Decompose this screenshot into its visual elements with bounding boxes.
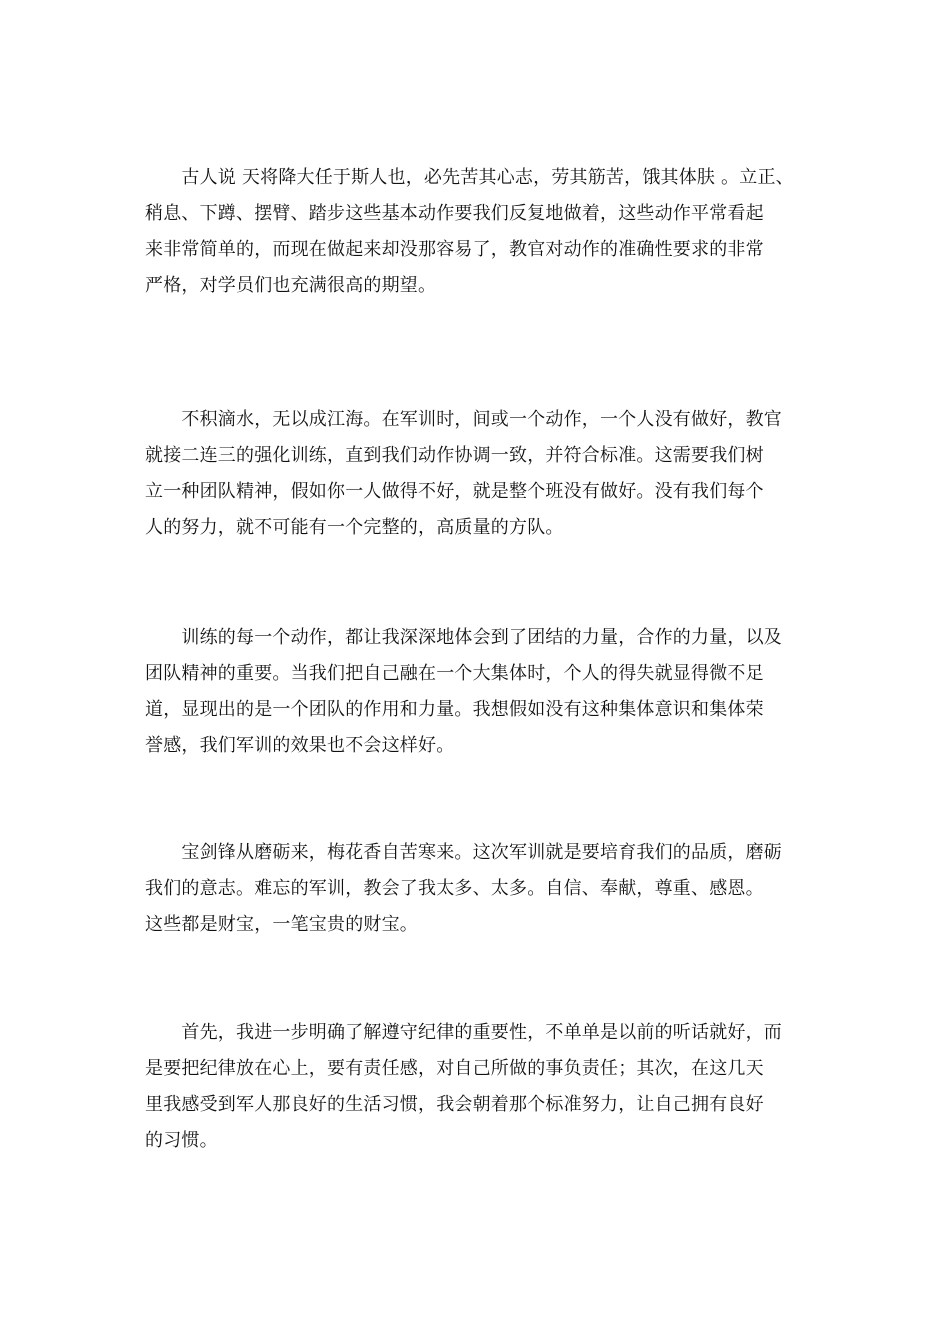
paragraph-line: 立一种团队精神，假如你一人做得不好，就是整个班没有做好。没有我们每个 [145, 481, 764, 502]
paragraph-line: 团队精神的重要。当我们把自己融在一个大集体时，个人的得失就显得微不足 [145, 663, 764, 684]
paragraph-line: 稍息、下蹲、摆臂、踏步这些基本动作要我们反复地做着，这些动作平常看起 [145, 203, 764, 224]
paragraph-line: 我们的意志。难忘的军训，教会了我太多、太多。自信、奉献，尊重、感恩。 [145, 878, 764, 899]
paragraph-2 [145, 402, 835, 546]
paragraph-line: 道，显现出的是一个团队的作用和力量。我想假如没有这种集体意识和集体荣 [145, 699, 764, 720]
paragraph-line: 的习惯。 [145, 1130, 218, 1151]
paragraph-4 [145, 835, 835, 943]
paragraph-line: 人的努力，就不可能有一个完整的，高质量的方队。 [145, 517, 564, 538]
paragraph-line: 誉感，我们军训的效果也不会这样好。 [145, 735, 455, 756]
paragraph-line: 就接二连三的强化训练，直到我们动作协调一致，并符合标准。这需要我们树 [145, 445, 764, 466]
paragraph-line: 这些都是财宝，一笔宝贵的财宝。 [145, 914, 418, 935]
paragraph-line: 宝剑锋从磨砺来，梅花香自苦寒来。这次军训就是要培育我们的品质，磨砺 [145, 842, 782, 863]
paragraph-5 [145, 1015, 835, 1159]
paragraph-line: 不积滴水，无以成江海。在军训时，间或一个动作，一个人没有做好，教官 [145, 409, 782, 430]
paragraph-1 [145, 160, 835, 304]
paragraph-line: 首先，我进一步明确了解遵守纪律的重要性，不单单是以前的听话就好，而 [145, 1022, 782, 1043]
paragraph-line: 来非常简单的，而现在做起来却没那容易了，教官对动作的准确性要求的非常 [145, 239, 764, 260]
paragraph-line: 训练的每一个动作，都让我深深地体会到了团结的力量，合作的力量，以及 [145, 627, 782, 648]
paragraph-line: 古人说 天将降大任于斯人也，必先苦其心志，劳其筋苦，饿其体肤 。立正、 [145, 167, 794, 188]
paragraph-3 [145, 620, 835, 764]
paragraph-line: 里我感受到军人那良好的生活习惯，我会朝着那个标准努力，让自己拥有良好 [145, 1094, 764, 1115]
paragraph-line: 是要把纪律放在心上，要有责任感，对自己所做的事负责任；其次，在这几天 [145, 1058, 764, 1079]
paragraph-line: 严格，对学员们也充满很高的期望。 [145, 275, 437, 296]
